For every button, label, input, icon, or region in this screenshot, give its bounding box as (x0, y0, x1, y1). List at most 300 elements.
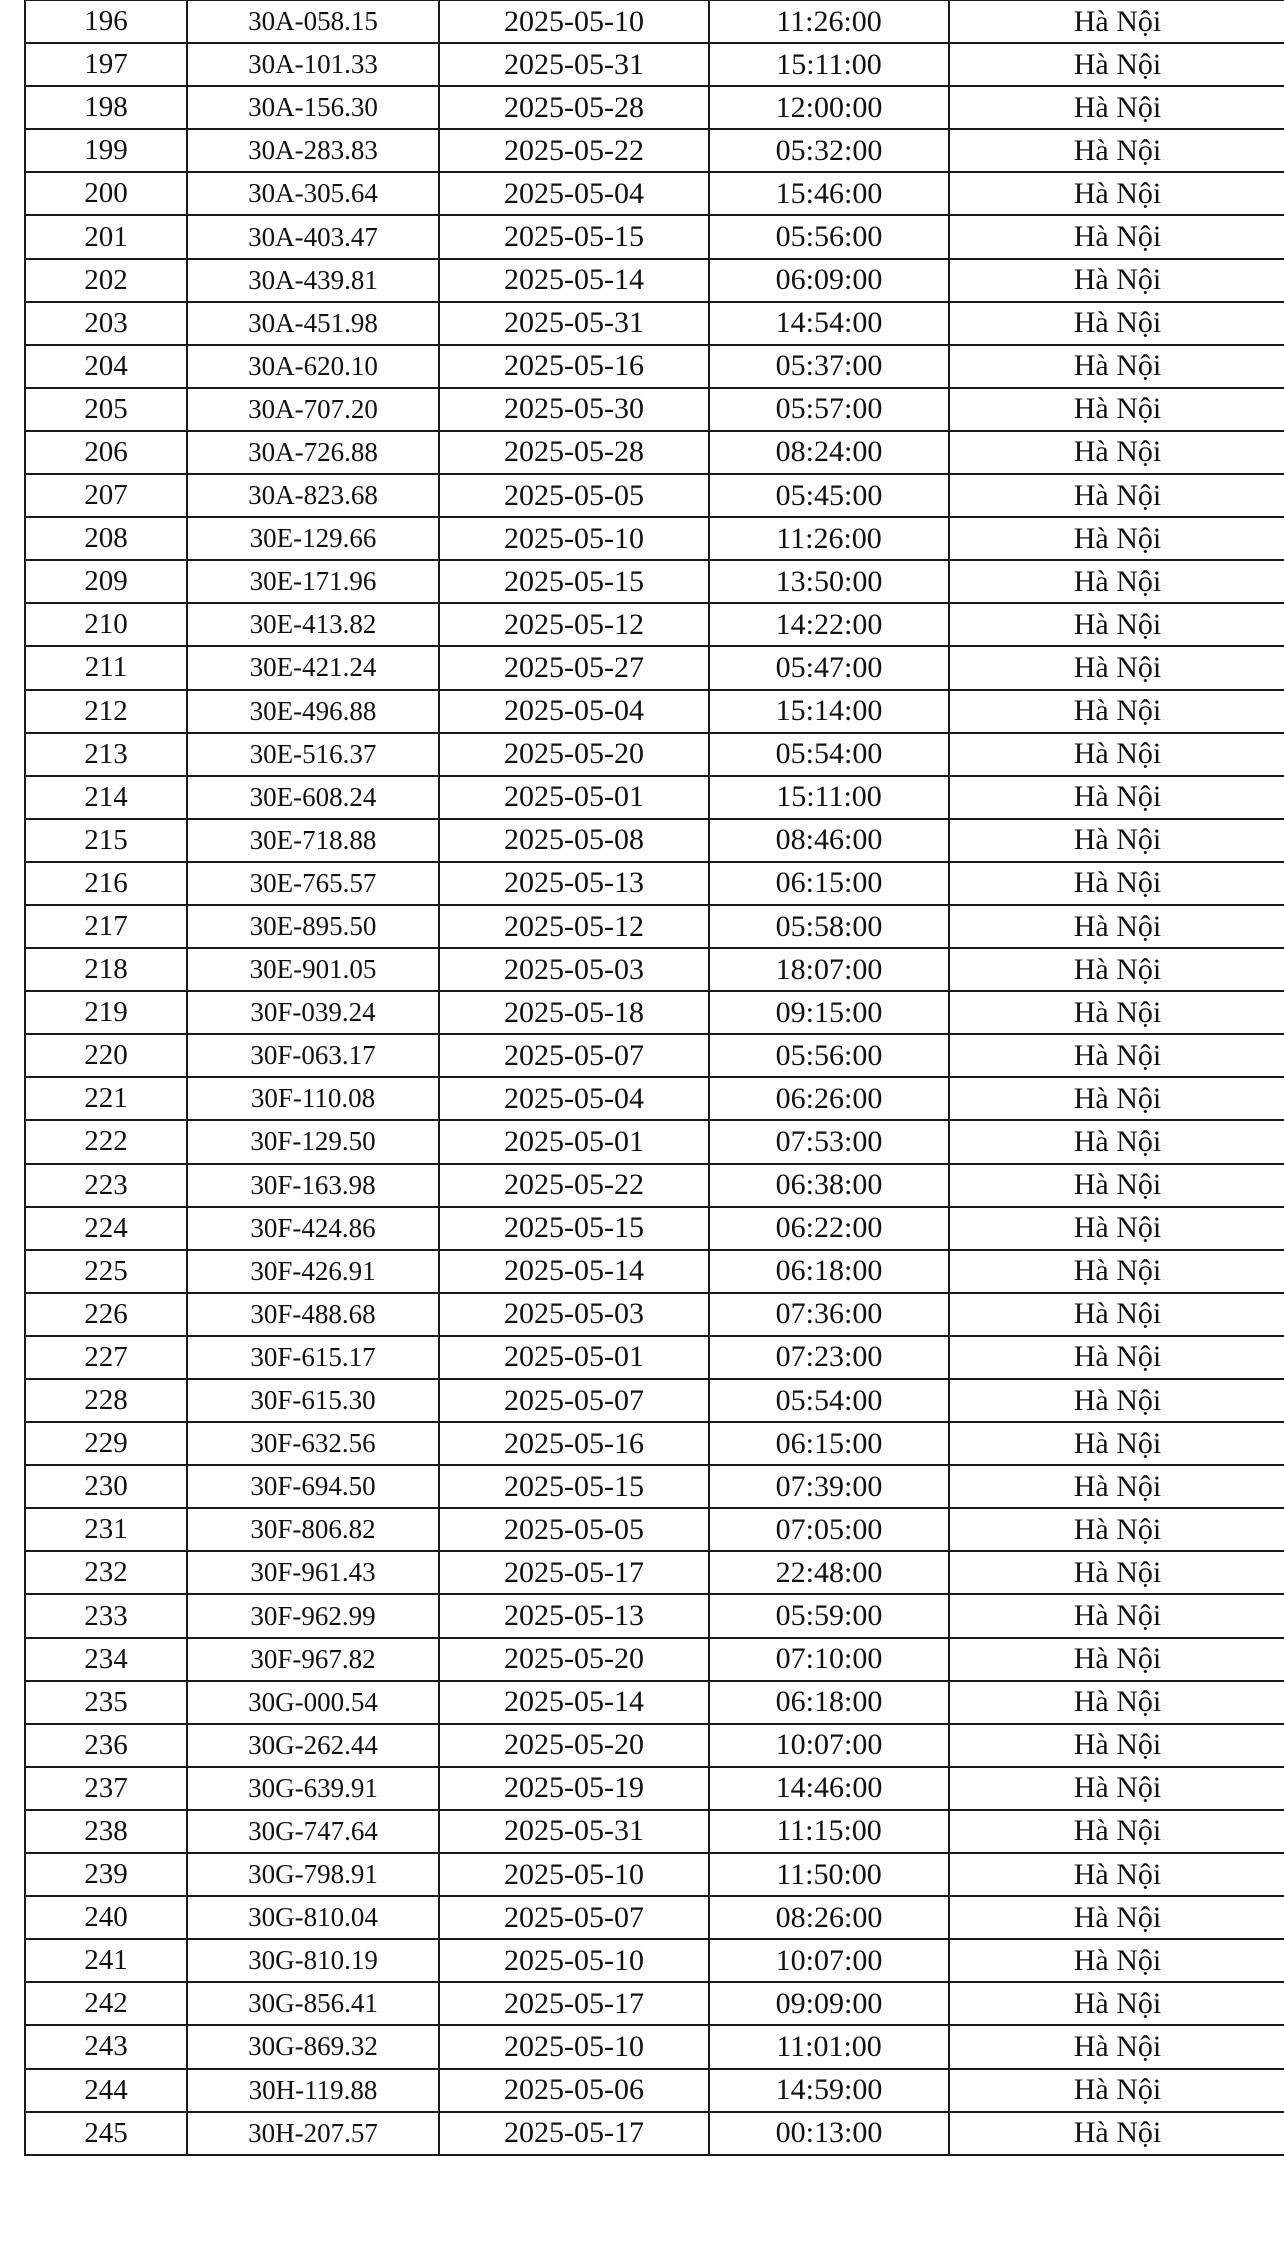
location-cell: Hà Nội (949, 560, 1284, 603)
table-body (25, 0, 1284, 2155)
violation-date-cell: 2025-05-31 (439, 302, 709, 345)
violation-date-cell: 2025-05-17 (439, 1551, 709, 1594)
row-number-cell: 210 (25, 603, 187, 646)
row-number-cell: 201 (25, 215, 187, 258)
table-row (25, 1379, 1284, 1422)
violation-time-cell: 14:22:00 (709, 603, 949, 646)
row-number-cell: 220 (25, 1034, 187, 1077)
location-cell: Hà Nội (949, 517, 1284, 560)
table-row (25, 431, 1284, 474)
row-number-cell: 202 (25, 259, 187, 302)
violation-time-cell: 10:07:00 (709, 1939, 949, 1982)
row-number-cell: 222 (25, 1120, 187, 1163)
violation-date-cell: 2025-05-01 (439, 1120, 709, 1163)
violation-time-cell: 14:54:00 (709, 302, 949, 345)
license-plate-cell: 30A-403.47 (187, 215, 439, 258)
license-plate-cell: 30E-496.88 (187, 690, 439, 733)
license-plate-cell: 30H-207.57 (187, 2112, 439, 2155)
violation-date-cell: 2025-05-20 (439, 1724, 709, 1767)
violation-date-cell: 2025-05-22 (439, 1164, 709, 1207)
license-plate-cell: 30E-171.96 (187, 560, 439, 603)
location-cell: Hà Nội (949, 0, 1284, 43)
table-row (25, 1508, 1284, 1551)
row-number-cell: 242 (25, 1982, 187, 2025)
violation-time-cell: 05:54:00 (709, 733, 949, 776)
violation-date-cell: 2025-05-16 (439, 1422, 709, 1465)
violation-time-cell: 13:50:00 (709, 560, 949, 603)
table-row (25, 948, 1284, 991)
violation-time-cell: 18:07:00 (709, 948, 949, 991)
row-number-cell: 228 (25, 1379, 187, 1422)
violation-time-cell: 05:37:00 (709, 345, 949, 388)
violation-time-cell: 22:48:00 (709, 1551, 949, 1594)
location-cell: Hà Nội (949, 1896, 1284, 1939)
violation-date-cell: 2025-05-17 (439, 1982, 709, 2025)
location-cell: Hà Nội (949, 1379, 1284, 1422)
license-plate-cell: 30F-615.17 (187, 1336, 439, 1379)
table-row (25, 1939, 1284, 1982)
violation-time-cell: 05:56:00 (709, 215, 949, 258)
violation-time-cell: 06:38:00 (709, 1164, 949, 1207)
violation-time-cell: 07:53:00 (709, 1120, 949, 1163)
license-plate-cell: 30A-726.88 (187, 431, 439, 474)
row-number-cell: 245 (25, 2112, 187, 2155)
table-row (25, 991, 1284, 1034)
violation-date-cell: 2025-05-04 (439, 690, 709, 733)
location-cell: Hà Nội (949, 259, 1284, 302)
location-cell: Hà Nội (949, 1551, 1284, 1594)
violation-time-cell: 10:07:00 (709, 1724, 949, 1767)
violation-date-cell: 2025-05-31 (439, 43, 709, 86)
violation-time-cell: 15:11:00 (709, 43, 949, 86)
table-row (25, 560, 1284, 603)
row-number-cell: 199 (25, 129, 187, 172)
violation-time-cell: 11:15:00 (709, 1810, 949, 1853)
license-plate-cell: 30F-967.82 (187, 1638, 439, 1681)
violation-time-cell: 14:46:00 (709, 1767, 949, 1810)
violation-date-cell: 2025-05-07 (439, 1379, 709, 1422)
license-plate-cell: 30E-516.37 (187, 733, 439, 776)
violation-time-cell: 15:14:00 (709, 690, 949, 733)
row-number-cell: 219 (25, 991, 187, 1034)
table-row (25, 0, 1284, 43)
table-row (25, 259, 1284, 302)
violation-date-cell: 2025-05-13 (439, 1594, 709, 1637)
table-row (25, 2069, 1284, 2112)
violation-date-cell: 2025-05-06 (439, 2069, 709, 2112)
row-number-cell: 225 (25, 1250, 187, 1293)
row-number-cell: 232 (25, 1551, 187, 1594)
row-number-cell: 211 (25, 646, 187, 689)
location-cell: Hà Nội (949, 1681, 1284, 1724)
license-plate-cell: 30G-639.91 (187, 1767, 439, 1810)
violation-time-cell: 11:50:00 (709, 1853, 949, 1896)
violation-date-cell: 2025-05-22 (439, 129, 709, 172)
location-cell: Hà Nội (949, 215, 1284, 258)
row-number-cell: 221 (25, 1077, 187, 1120)
location-cell: Hà Nội (949, 1422, 1284, 1465)
license-plate-cell: 30E-413.82 (187, 603, 439, 646)
license-plate-cell: 30A-283.83 (187, 129, 439, 172)
table-row (25, 905, 1284, 948)
violation-date-cell: 2025-05-10 (439, 1939, 709, 1982)
row-number-cell: 196 (25, 0, 187, 43)
license-plate-cell: 30F-694.50 (187, 1465, 439, 1508)
license-plate-cell: 30G-810.19 (187, 1939, 439, 1982)
violation-time-cell: 05:57:00 (709, 388, 949, 431)
row-number-cell: 213 (25, 733, 187, 776)
license-plate-cell: 30F-615.30 (187, 1379, 439, 1422)
table-row (25, 172, 1284, 215)
license-plate-cell: 30H-119.88 (187, 2069, 439, 2112)
violation-time-cell: 09:09:00 (709, 1982, 949, 2025)
row-number-cell: 230 (25, 1465, 187, 1508)
violation-time-cell: 06:09:00 (709, 259, 949, 302)
license-plate-cell: 30E-608.24 (187, 776, 439, 819)
table-row (25, 302, 1284, 345)
violation-time-cell: 05:58:00 (709, 905, 949, 948)
table-row (25, 1207, 1284, 1250)
violation-date-cell: 2025-05-14 (439, 259, 709, 302)
row-number-cell: 239 (25, 1853, 187, 1896)
license-plate-cell: 30A-823.68 (187, 474, 439, 517)
license-plate-cell: 30F-961.43 (187, 1551, 439, 1594)
violation-date-cell: 2025-05-20 (439, 1638, 709, 1681)
table-row (25, 517, 1284, 560)
violation-date-cell: 2025-05-16 (439, 345, 709, 388)
violation-time-cell: 15:46:00 (709, 172, 949, 215)
license-plate-cell: 30A-101.33 (187, 43, 439, 86)
row-number-cell: 209 (25, 560, 187, 603)
license-plate-cell: 30E-129.66 (187, 517, 439, 560)
location-cell: Hà Nội (949, 776, 1284, 819)
license-plate-cell: 30A-620.10 (187, 345, 439, 388)
table-row (25, 388, 1284, 431)
violation-date-cell: 2025-05-18 (439, 991, 709, 1034)
location-cell: Hà Nội (949, 86, 1284, 129)
violation-date-cell: 2025-05-31 (439, 1810, 709, 1853)
table-row (25, 1551, 1284, 1594)
violation-date-cell: 2025-05-20 (439, 733, 709, 776)
violation-time-cell: 15:11:00 (709, 776, 949, 819)
license-plate-cell: 30A-439.81 (187, 259, 439, 302)
location-cell: Hà Nội (949, 1077, 1284, 1120)
violation-time-cell: 05:56:00 (709, 1034, 949, 1077)
violation-time-cell: 06:15:00 (709, 862, 949, 905)
violation-date-cell: 2025-05-04 (439, 1077, 709, 1120)
table-row (25, 1164, 1284, 1207)
row-number-cell: 208 (25, 517, 187, 560)
violation-date-cell: 2025-05-12 (439, 603, 709, 646)
row-number-cell: 226 (25, 1293, 187, 1336)
location-cell: Hà Nội (949, 1336, 1284, 1379)
location-cell: Hà Nội (949, 1164, 1284, 1207)
table-row (25, 1853, 1284, 1896)
violation-date-cell: 2025-05-17 (439, 2112, 709, 2155)
license-plate-cell: 30F-163.98 (187, 1164, 439, 1207)
table-row (25, 43, 1284, 86)
location-cell: Hà Nội (949, 1767, 1284, 1810)
table-row (25, 1293, 1284, 1336)
table-row (25, 1594, 1284, 1637)
violation-time-cell: 08:24:00 (709, 431, 949, 474)
license-plate-cell: 30E-765.57 (187, 862, 439, 905)
location-cell: Hà Nội (949, 603, 1284, 646)
table-row (25, 2112, 1284, 2155)
table-row (25, 1250, 1284, 1293)
license-plate-cell: 30E-895.50 (187, 905, 439, 948)
row-number-cell: 204 (25, 345, 187, 388)
row-number-cell: 217 (25, 905, 187, 948)
violation-time-cell: 11:26:00 (709, 517, 949, 560)
violation-time-cell: 05:47:00 (709, 646, 949, 689)
location-cell: Hà Nội (949, 1465, 1284, 1508)
violation-time-cell: 06:22:00 (709, 1207, 949, 1250)
location-cell: Hà Nội (949, 1207, 1284, 1250)
location-cell: Hà Nội (949, 1034, 1284, 1077)
location-cell: Hà Nội (949, 905, 1284, 948)
row-number-cell: 236 (25, 1724, 187, 1767)
violation-time-cell: 07:23:00 (709, 1336, 949, 1379)
violation-time-cell: 08:26:00 (709, 1896, 949, 1939)
violation-time-cell: 06:26:00 (709, 1077, 949, 1120)
violation-time-cell: 00:13:00 (709, 2112, 949, 2155)
row-number-cell: 223 (25, 1164, 187, 1207)
location-cell: Hà Nội (949, 646, 1284, 689)
license-plate-cell: 30F-129.50 (187, 1120, 439, 1163)
violation-date-cell: 2025-05-05 (439, 474, 709, 517)
violation-time-cell: 05:32:00 (709, 129, 949, 172)
table-row (25, 603, 1284, 646)
location-cell: Hà Nội (949, 1508, 1284, 1551)
violation-date-cell: 2025-05-15 (439, 215, 709, 258)
row-number-cell: 241 (25, 1939, 187, 1982)
table-row (25, 1767, 1284, 1810)
table-row (25, 862, 1284, 905)
table-row (25, 2025, 1284, 2068)
license-plate-cell: 30F-962.99 (187, 1594, 439, 1637)
row-number-cell: 197 (25, 43, 187, 86)
location-cell: Hà Nội (949, 1120, 1284, 1163)
location-cell: Hà Nội (949, 948, 1284, 991)
violation-date-cell: 2025-05-12 (439, 905, 709, 948)
license-plate-cell: 30E-421.24 (187, 646, 439, 689)
license-plate-cell: 30G-000.54 (187, 1681, 439, 1724)
table-row (25, 1422, 1284, 1465)
license-plate-cell: 30A-156.30 (187, 86, 439, 129)
violation-date-cell: 2025-05-19 (439, 1767, 709, 1810)
violation-time-cell: 08:46:00 (709, 819, 949, 862)
violation-time-cell: 07:36:00 (709, 1293, 949, 1336)
license-plate-cell: 30F-426.91 (187, 1250, 439, 1293)
license-plate-cell: 30F-039.24 (187, 991, 439, 1034)
location-cell: Hà Nội (949, 1939, 1284, 1982)
license-plate-cell: 30G-810.04 (187, 1896, 439, 1939)
violation-date-cell: 2025-05-10 (439, 517, 709, 560)
license-plate-cell: 30F-110.08 (187, 1077, 439, 1120)
violation-date-cell: 2025-05-15 (439, 560, 709, 603)
table-row (25, 215, 1284, 258)
location-cell: Hà Nội (949, 1293, 1284, 1336)
location-cell: Hà Nội (949, 2025, 1284, 2068)
location-cell: Hà Nội (949, 1810, 1284, 1853)
table-row (25, 646, 1284, 689)
violation-date-cell: 2025-05-10 (439, 0, 709, 43)
table-row (25, 1077, 1284, 1120)
table-row (25, 474, 1284, 517)
location-cell: Hà Nội (949, 302, 1284, 345)
location-cell: Hà Nội (949, 1594, 1284, 1637)
row-number-cell: 244 (25, 2069, 187, 2112)
violation-time-cell: 14:59:00 (709, 2069, 949, 2112)
violation-date-cell: 2025-05-14 (439, 1681, 709, 1724)
violation-date-cell: 2025-05-08 (439, 819, 709, 862)
row-number-cell: 215 (25, 819, 187, 862)
location-cell: Hà Nội (949, 1250, 1284, 1293)
location-cell: Hà Nội (949, 129, 1284, 172)
row-number-cell: 205 (25, 388, 187, 431)
table-row (25, 1336, 1284, 1379)
license-plate-cell: 30A-451.98 (187, 302, 439, 345)
violation-time-cell: 05:59:00 (709, 1594, 949, 1637)
license-plate-cell: 30F-424.86 (187, 1207, 439, 1250)
table-row (25, 86, 1284, 129)
license-plate-cell: 30F-488.68 (187, 1293, 439, 1336)
violation-date-cell: 2025-05-07 (439, 1896, 709, 1939)
row-number-cell: 243 (25, 2025, 187, 2068)
location-cell: Hà Nội (949, 2112, 1284, 2155)
row-number-cell: 203 (25, 302, 187, 345)
table-row (25, 776, 1284, 819)
table-row (25, 1465, 1284, 1508)
location-cell: Hà Nội (949, 2069, 1284, 2112)
violations-table (24, 0, 1284, 2156)
row-number-cell: 206 (25, 431, 187, 474)
row-number-cell: 227 (25, 1336, 187, 1379)
location-cell: Hà Nội (949, 474, 1284, 517)
row-number-cell: 233 (25, 1594, 187, 1637)
violation-time-cell: 06:18:00 (709, 1681, 949, 1724)
license-plate-cell: 30G-869.32 (187, 2025, 439, 2068)
license-plate-cell: 30G-856.41 (187, 1982, 439, 2025)
table-row (25, 690, 1284, 733)
violation-date-cell: 2025-05-13 (439, 862, 709, 905)
row-number-cell: 216 (25, 862, 187, 905)
row-number-cell: 234 (25, 1638, 187, 1681)
location-cell: Hà Nội (949, 819, 1284, 862)
license-plate-cell: 30F-632.56 (187, 1422, 439, 1465)
license-plate-cell: 30F-063.17 (187, 1034, 439, 1077)
row-number-cell: 231 (25, 1508, 187, 1551)
location-cell: Hà Nội (949, 1982, 1284, 2025)
violation-time-cell: 05:45:00 (709, 474, 949, 517)
violation-date-cell: 2025-05-07 (439, 1034, 709, 1077)
license-plate-cell: 30G-262.44 (187, 1724, 439, 1767)
row-number-cell: 237 (25, 1767, 187, 1810)
violation-date-cell: 2025-05-30 (439, 388, 709, 431)
table-row (25, 1034, 1284, 1077)
violation-time-cell: 07:39:00 (709, 1465, 949, 1508)
license-plate-cell: 30A-305.64 (187, 172, 439, 215)
violation-time-cell: 07:10:00 (709, 1638, 949, 1681)
location-cell: Hà Nội (949, 1638, 1284, 1681)
location-cell: Hà Nội (949, 345, 1284, 388)
row-number-cell: 214 (25, 776, 187, 819)
violation-date-cell: 2025-05-01 (439, 776, 709, 819)
license-plate-cell: 30E-718.88 (187, 819, 439, 862)
license-plate-cell: 30E-901.05 (187, 948, 439, 991)
violation-date-cell: 2025-05-01 (439, 1336, 709, 1379)
violation-date-cell: 2025-05-10 (439, 2025, 709, 2068)
location-cell: Hà Nội (949, 431, 1284, 474)
violation-time-cell: 06:15:00 (709, 1422, 949, 1465)
row-number-cell: 198 (25, 86, 187, 129)
row-number-cell: 224 (25, 1207, 187, 1250)
violation-date-cell: 2025-05-27 (439, 646, 709, 689)
table-row (25, 1638, 1284, 1681)
table-row (25, 733, 1284, 776)
violation-time-cell: 11:01:00 (709, 2025, 949, 2068)
violation-date-cell: 2025-05-15 (439, 1207, 709, 1250)
violation-date-cell: 2025-05-04 (439, 172, 709, 215)
row-number-cell: 229 (25, 1422, 187, 1465)
violation-time-cell: 07:05:00 (709, 1508, 949, 1551)
license-plate-cell: 30F-806.82 (187, 1508, 439, 1551)
violation-time-cell: 09:15:00 (709, 991, 949, 1034)
violation-date-cell: 2025-05-14 (439, 1250, 709, 1293)
location-cell: Hà Nội (949, 733, 1284, 776)
row-number-cell: 235 (25, 1681, 187, 1724)
table-row (25, 345, 1284, 388)
location-cell: Hà Nội (949, 1853, 1284, 1896)
row-number-cell: 207 (25, 474, 187, 517)
location-cell: Hà Nội (949, 1724, 1284, 1767)
table-row (25, 129, 1284, 172)
table-row (25, 1724, 1284, 1767)
violation-date-cell: 2025-05-28 (439, 431, 709, 474)
location-cell: Hà Nội (949, 172, 1284, 215)
violation-date-cell: 2025-05-10 (439, 1853, 709, 1896)
violation-date-cell: 2025-05-28 (439, 86, 709, 129)
license-plate-cell: 30A-058.15 (187, 0, 439, 43)
row-number-cell: 212 (25, 690, 187, 733)
row-number-cell: 240 (25, 1896, 187, 1939)
license-plate-cell: 30A-707.20 (187, 388, 439, 431)
violation-date-cell: 2025-05-03 (439, 948, 709, 991)
row-number-cell: 200 (25, 172, 187, 215)
table-row (25, 819, 1284, 862)
location-cell: Hà Nội (949, 690, 1284, 733)
violation-time-cell: 12:00:00 (709, 86, 949, 129)
location-cell: Hà Nội (949, 862, 1284, 905)
row-number-cell: 218 (25, 948, 187, 991)
location-cell: Hà Nội (949, 991, 1284, 1034)
table-row (25, 1982, 1284, 2025)
location-cell: Hà Nội (949, 388, 1284, 431)
violation-time-cell: 05:54:00 (709, 1379, 949, 1422)
violation-date-cell: 2025-05-05 (439, 1508, 709, 1551)
violation-date-cell: 2025-05-03 (439, 1293, 709, 1336)
violation-date-cell: 2025-05-15 (439, 1465, 709, 1508)
license-plate-cell: 30G-747.64 (187, 1810, 439, 1853)
location-cell: Hà Nội (949, 43, 1284, 86)
violation-time-cell: 11:26:00 (709, 0, 949, 43)
license-plate-cell: 30G-798.91 (187, 1853, 439, 1896)
table-row (25, 1120, 1284, 1163)
table-row (25, 1681, 1284, 1724)
row-number-cell: 238 (25, 1810, 187, 1853)
table-row (25, 1810, 1284, 1853)
